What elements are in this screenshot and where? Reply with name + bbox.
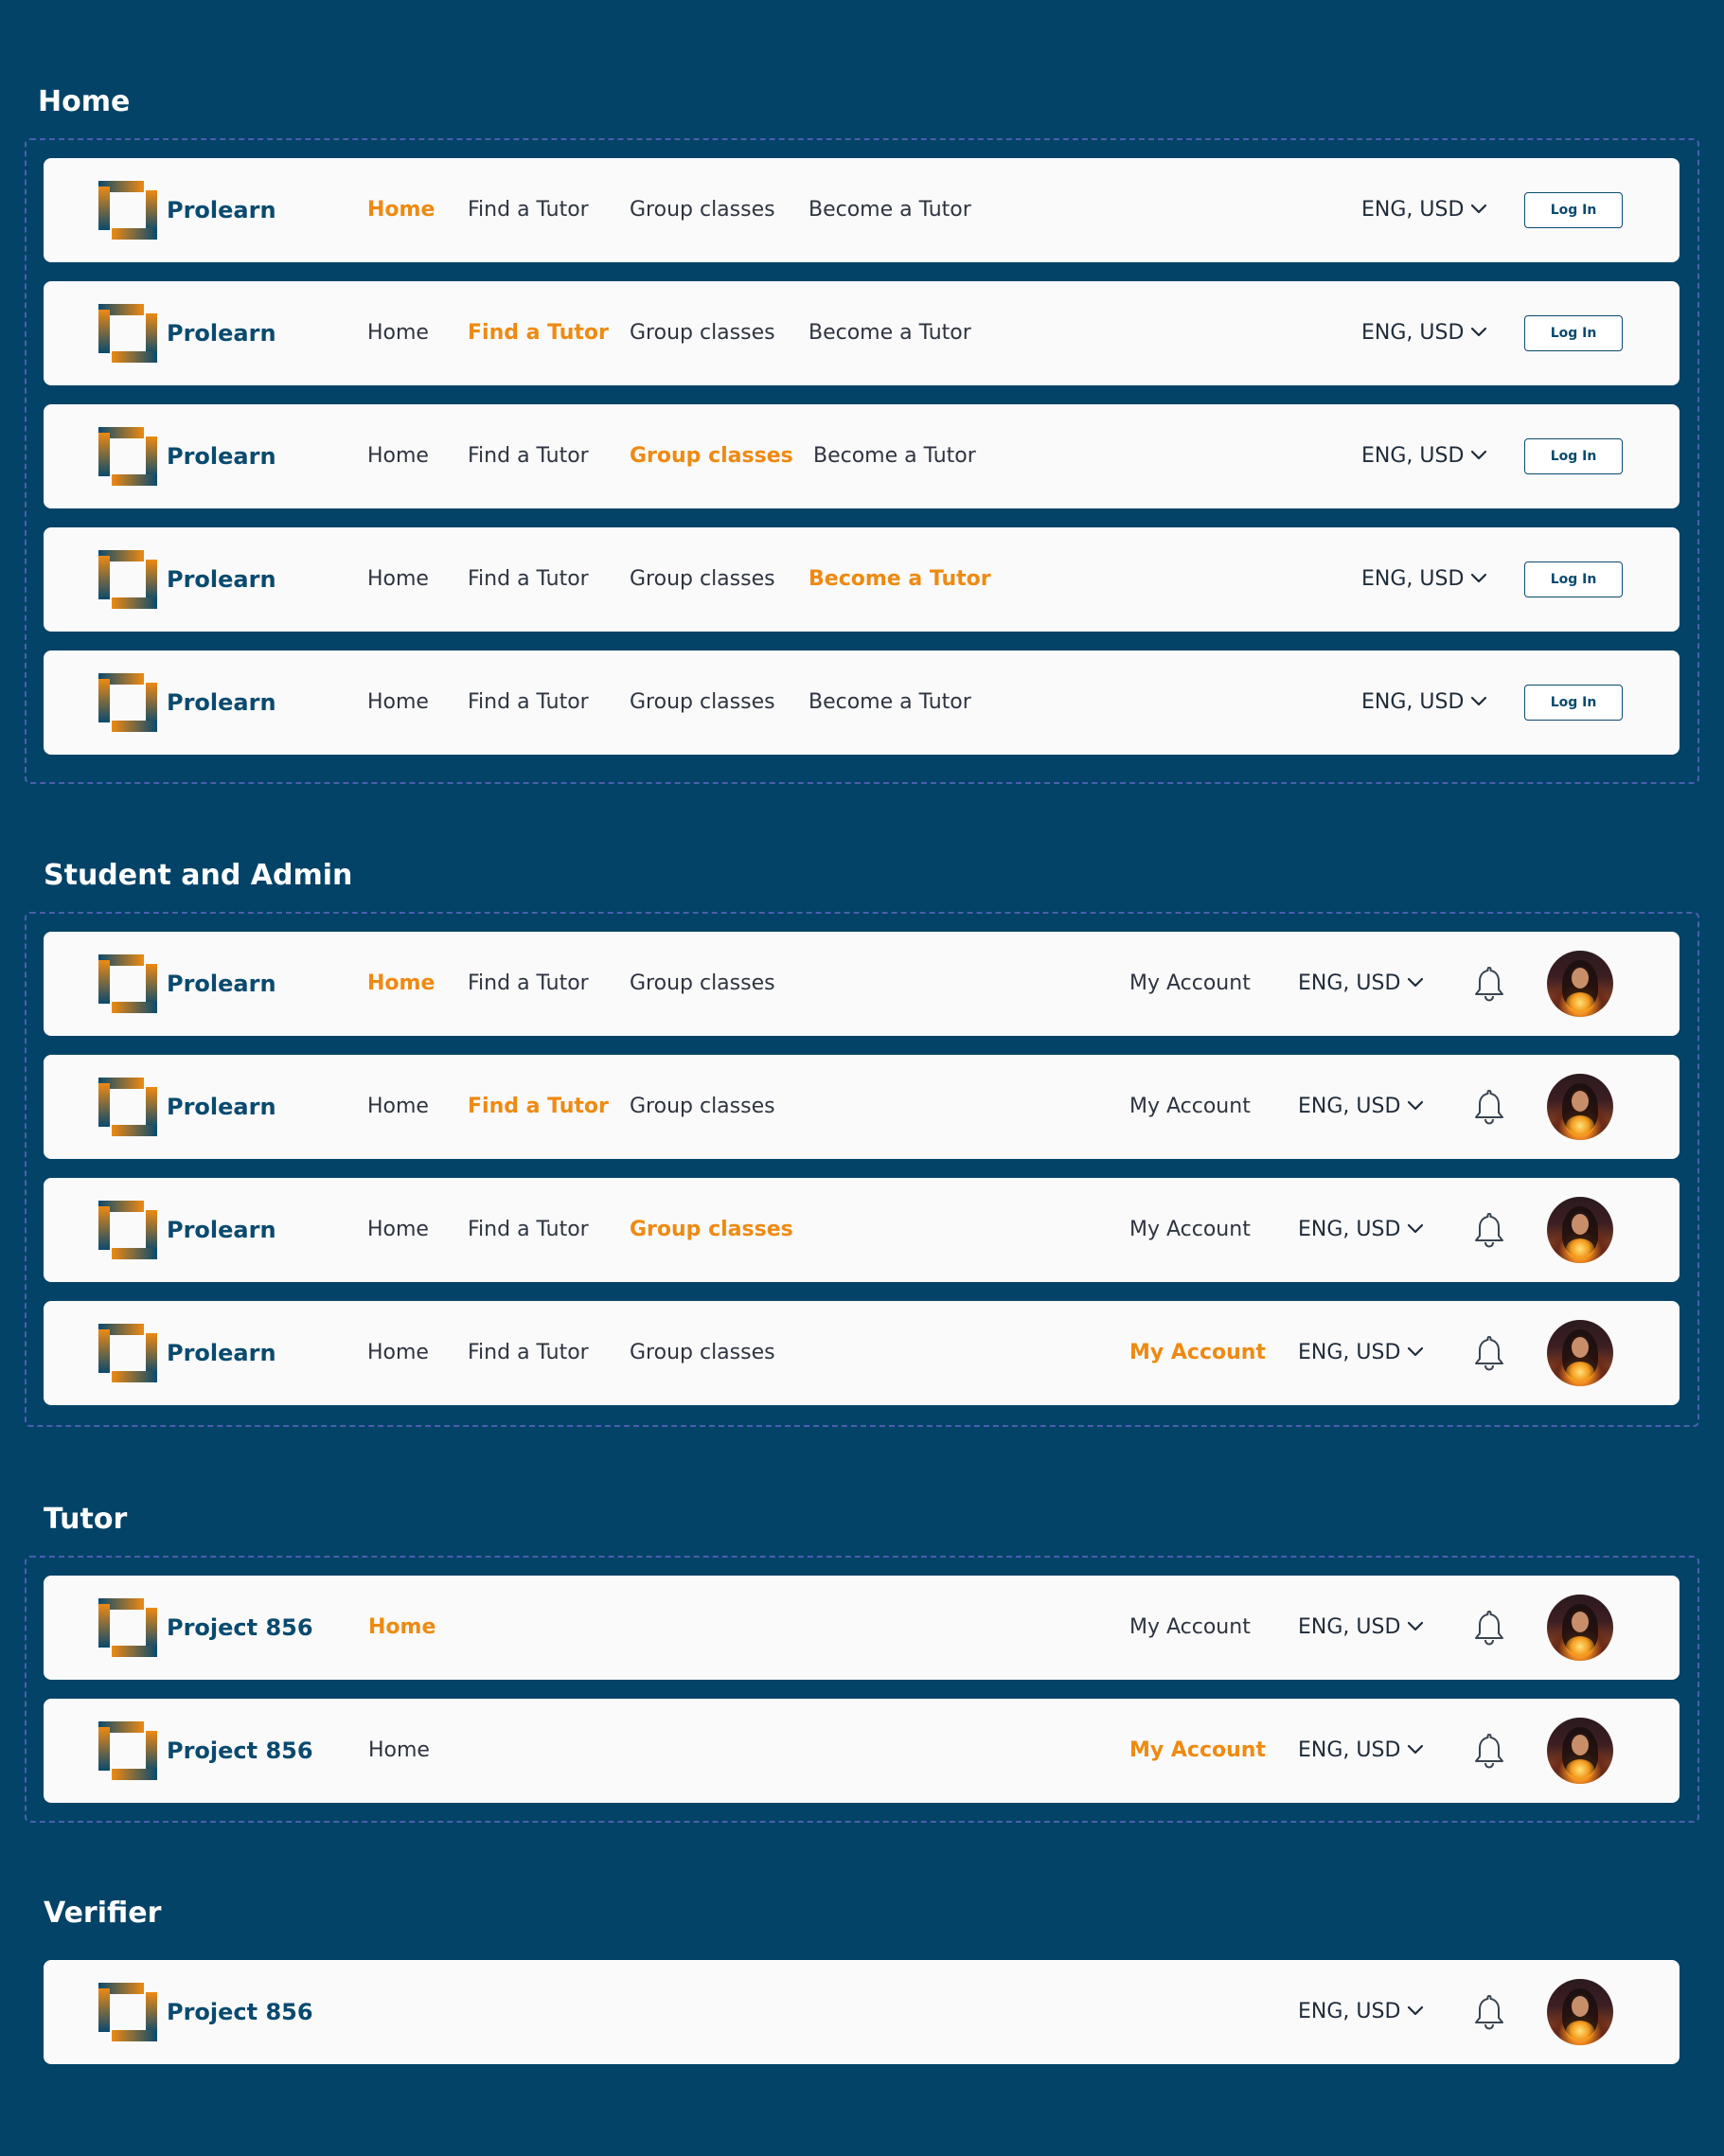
login-button[interactable]: Log In bbox=[1524, 438, 1623, 474]
nav-become-a-tutor[interactable]: Become a Tutor bbox=[813, 444, 976, 468]
language-currency-select[interactable] bbox=[1361, 404, 1488, 508]
navbar bbox=[44, 281, 1680, 385]
avatar-light bbox=[1566, 1636, 1594, 1657]
prolearn-logo-icon[interactable] bbox=[98, 954, 157, 1013]
prolearn-logo-icon[interactable] bbox=[98, 427, 157, 486]
language-currency-select[interactable] bbox=[1298, 1699, 1425, 1803]
chevron-down-icon bbox=[1469, 325, 1488, 338]
nav-find-a-tutor[interactable]: Find a Tutor bbox=[468, 971, 589, 995]
language-currency-label: ENG, USD bbox=[1298, 1218, 1401, 1241]
avatar-light bbox=[1566, 1115, 1594, 1136]
nav-group-classes[interactable]: Group classes bbox=[630, 321, 775, 345]
brand-name[interactable]: Prolearn bbox=[167, 1340, 276, 1366]
nav-become-a-tutor[interactable]: Become a Tutor bbox=[809, 567, 991, 591]
avatar-face bbox=[1572, 968, 1589, 989]
bell-icon[interactable] bbox=[1471, 1609, 1507, 1647]
navbar bbox=[44, 404, 1680, 508]
language-currency-label: ENG, USD bbox=[1298, 1095, 1401, 1118]
avatar-face bbox=[1572, 1735, 1589, 1755]
nav-group-classes[interactable]: Group classes bbox=[630, 198, 775, 222]
avatar-face bbox=[1572, 1612, 1589, 1632]
chevron-down-icon bbox=[1406, 1742, 1425, 1755]
nav-become-a-tutor[interactable]: Become a Tutor bbox=[809, 198, 971, 222]
avatar-light bbox=[1566, 1362, 1594, 1382]
nav-home[interactable]: Home bbox=[367, 567, 429, 591]
language-currency-label: ENG, USD bbox=[1298, 1615, 1401, 1639]
nav-find-a-tutor[interactable]: Find a Tutor bbox=[468, 1341, 589, 1364]
nav-become-a-tutor[interactable]: Become a Tutor bbox=[809, 321, 971, 345]
prolearn-logo-icon[interactable] bbox=[98, 550, 157, 609]
chevron-down-icon bbox=[1469, 694, 1488, 707]
bell-icon[interactable] bbox=[1471, 1088, 1507, 1126]
brand-name[interactable]: Prolearn bbox=[167, 1094, 276, 1120]
brand-name[interactable]: Project 856 bbox=[167, 1614, 313, 1641]
bell-icon[interactable] bbox=[1471, 965, 1507, 1003]
prolearn-logo-icon[interactable] bbox=[98, 1983, 157, 2041]
nav-home[interactable]: Home bbox=[368, 1738, 430, 1762]
language-currency-label: ENG, USD bbox=[1361, 567, 1465, 591]
language-currency-select[interactable] bbox=[1361, 650, 1488, 755]
language-currency-label: ENG, USD bbox=[1298, 1738, 1401, 1762]
prolearn-logo-icon[interactable] bbox=[98, 1201, 157, 1259]
navbar bbox=[44, 1576, 1680, 1680]
nav-my-account[interactable]: My Account bbox=[1129, 1095, 1251, 1118]
avatar-face bbox=[1572, 1996, 1589, 2017]
login-button[interactable]: Log In bbox=[1524, 561, 1623, 597]
navbar bbox=[44, 932, 1680, 1036]
user-avatar[interactable] bbox=[1547, 1718, 1613, 1784]
section-title: Student and Admin bbox=[44, 859, 353, 892]
nav-my-account[interactable]: My Account bbox=[1129, 1341, 1266, 1364]
avatar-light bbox=[1566, 1238, 1594, 1259]
nav-find-a-tutor[interactable]: Find a Tutor bbox=[468, 690, 589, 714]
language-currency-label: ENG, USD bbox=[1298, 971, 1401, 995]
nav-my-account[interactable]: My Account bbox=[1129, 1218, 1251, 1241]
nav-find-a-tutor[interactable]: Find a Tutor bbox=[468, 567, 589, 591]
brand-name[interactable]: Prolearn bbox=[167, 443, 276, 470]
chevron-down-icon bbox=[1406, 2004, 1425, 2017]
bell-icon[interactable] bbox=[1471, 1334, 1507, 1372]
nav-group-classes[interactable]: Group classes bbox=[630, 690, 775, 714]
nav-home[interactable]: Home bbox=[367, 971, 435, 995]
prolearn-logo-icon[interactable] bbox=[98, 181, 157, 240]
user-avatar[interactable] bbox=[1547, 1320, 1613, 1386]
nav-group-classes[interactable]: Group classes bbox=[630, 971, 775, 995]
user-avatar[interactable] bbox=[1547, 1979, 1613, 2045]
prolearn-logo-icon[interactable] bbox=[98, 1078, 157, 1136]
chevron-down-icon bbox=[1406, 1619, 1425, 1632]
navbar bbox=[44, 527, 1680, 632]
user-avatar[interactable] bbox=[1547, 1595, 1613, 1661]
nav-home[interactable]: Home bbox=[367, 198, 435, 222]
chevron-down-icon bbox=[1406, 1098, 1425, 1112]
chevron-down-icon bbox=[1469, 571, 1488, 584]
bell-icon[interactable] bbox=[1471, 1211, 1507, 1249]
nav-find-a-tutor[interactable]: Find a Tutor bbox=[468, 1095, 609, 1118]
section-title: Verifier bbox=[44, 1897, 162, 1930]
nav-find-a-tutor[interactable]: Find a Tutor bbox=[468, 444, 589, 468]
user-avatar[interactable] bbox=[1547, 951, 1613, 1017]
language-currency-select[interactable] bbox=[1361, 158, 1488, 262]
brand-name[interactable]: Project 856 bbox=[167, 1737, 313, 1764]
navbar bbox=[44, 1960, 1680, 2064]
navbar bbox=[44, 1301, 1680, 1405]
prolearn-logo-icon[interactable] bbox=[98, 304, 157, 363]
prolearn-logo-icon[interactable] bbox=[98, 673, 157, 732]
nav-group-classes[interactable]: Group classes bbox=[630, 1341, 775, 1364]
avatar-face bbox=[1572, 1091, 1589, 1112]
brand-name[interactable]: Prolearn bbox=[167, 1217, 276, 1243]
prolearn-logo-icon[interactable] bbox=[98, 1721, 157, 1780]
language-currency-label: ENG, USD bbox=[1298, 1341, 1401, 1364]
chevron-down-icon bbox=[1406, 1221, 1425, 1235]
language-currency-select[interactable] bbox=[1298, 1576, 1425, 1680]
nav-home[interactable]: Home bbox=[367, 444, 429, 468]
avatar-light bbox=[1566, 1759, 1594, 1780]
nav-find-a-tutor[interactable]: Find a Tutor bbox=[468, 198, 589, 222]
navbar bbox=[44, 1178, 1680, 1282]
navbar bbox=[44, 1699, 1680, 1803]
language-currency-label: ENG, USD bbox=[1361, 321, 1465, 345]
brand-name[interactable]: Prolearn bbox=[167, 320, 276, 347]
nav-my-account[interactable]: My Account bbox=[1129, 1615, 1251, 1639]
brand-name[interactable]: Prolearn bbox=[167, 197, 276, 223]
bell-icon[interactable] bbox=[1471, 1732, 1507, 1770]
login-button[interactable]: Log In bbox=[1524, 685, 1623, 721]
nav-find-a-tutor[interactable]: Find a Tutor bbox=[468, 321, 609, 345]
user-avatar[interactable] bbox=[1547, 1197, 1613, 1263]
nav-my-account[interactable]: My Account bbox=[1129, 971, 1251, 995]
nav-home[interactable]: Home bbox=[367, 321, 429, 345]
nav-become-a-tutor[interactable]: Become a Tutor bbox=[809, 690, 971, 714]
brand-name[interactable]: Prolearn bbox=[167, 971, 276, 997]
language-currency-select[interactable] bbox=[1298, 1960, 1425, 2064]
chevron-down-icon bbox=[1469, 202, 1488, 215]
language-currency-select[interactable] bbox=[1361, 527, 1488, 632]
language-currency-select[interactable] bbox=[1298, 1178, 1425, 1282]
section-title: Tutor bbox=[44, 1503, 128, 1536]
nav-my-account[interactable]: My Account bbox=[1129, 1738, 1266, 1762]
nav-group-classes[interactable]: Group classes bbox=[630, 444, 793, 468]
avatar-light bbox=[1566, 992, 1594, 1013]
navbar bbox=[44, 158, 1680, 262]
bell-icon[interactable] bbox=[1471, 1993, 1507, 2031]
avatar-light bbox=[1566, 2021, 1594, 2041]
language-currency-label: ENG, USD bbox=[1298, 2000, 1401, 2023]
language-currency-select[interactable] bbox=[1361, 281, 1488, 385]
nav-home[interactable]: Home bbox=[367, 1095, 429, 1118]
nav-group-classes[interactable]: Group classes bbox=[630, 1095, 775, 1118]
nav-group-classes[interactable]: Group classes bbox=[630, 567, 775, 591]
avatar-face bbox=[1572, 1337, 1589, 1358]
section-title: Home bbox=[38, 85, 131, 118]
nav-find-a-tutor[interactable]: Find a Tutor bbox=[468, 1218, 589, 1241]
language-currency-label: ENG, USD bbox=[1361, 198, 1465, 222]
prolearn-logo-icon[interactable] bbox=[98, 1598, 157, 1657]
prolearn-logo-icon[interactable] bbox=[98, 1324, 157, 1382]
navbar bbox=[44, 1055, 1680, 1159]
language-currency-label: ENG, USD bbox=[1361, 690, 1465, 714]
nav-home[interactable]: Home bbox=[367, 1341, 429, 1364]
chevron-down-icon bbox=[1406, 975, 1425, 989]
language-currency-label: ENG, USD bbox=[1361, 444, 1465, 468]
user-avatar[interactable] bbox=[1547, 1074, 1613, 1140]
nav-home[interactable]: Home bbox=[367, 1218, 429, 1241]
chevron-down-icon bbox=[1406, 1345, 1425, 1358]
navbar bbox=[44, 650, 1680, 755]
brand-name[interactable]: Prolearn bbox=[167, 689, 276, 716]
brand-name[interactable]: Project 856 bbox=[167, 1999, 313, 2025]
nav-home[interactable]: Home bbox=[368, 1615, 436, 1639]
chevron-down-icon bbox=[1469, 448, 1488, 461]
login-button[interactable]: Log In bbox=[1524, 315, 1623, 351]
brand-name[interactable]: Prolearn bbox=[167, 566, 276, 593]
avatar-face bbox=[1572, 1214, 1589, 1235]
language-currency-select[interactable] bbox=[1298, 1055, 1425, 1159]
nav-group-classes[interactable]: Group classes bbox=[630, 1218, 793, 1241]
login-button[interactable]: Log In bbox=[1524, 192, 1623, 228]
language-currency-select[interactable] bbox=[1298, 1301, 1425, 1405]
language-currency-select[interactable] bbox=[1298, 932, 1425, 1036]
nav-home[interactable]: Home bbox=[367, 690, 429, 714]
